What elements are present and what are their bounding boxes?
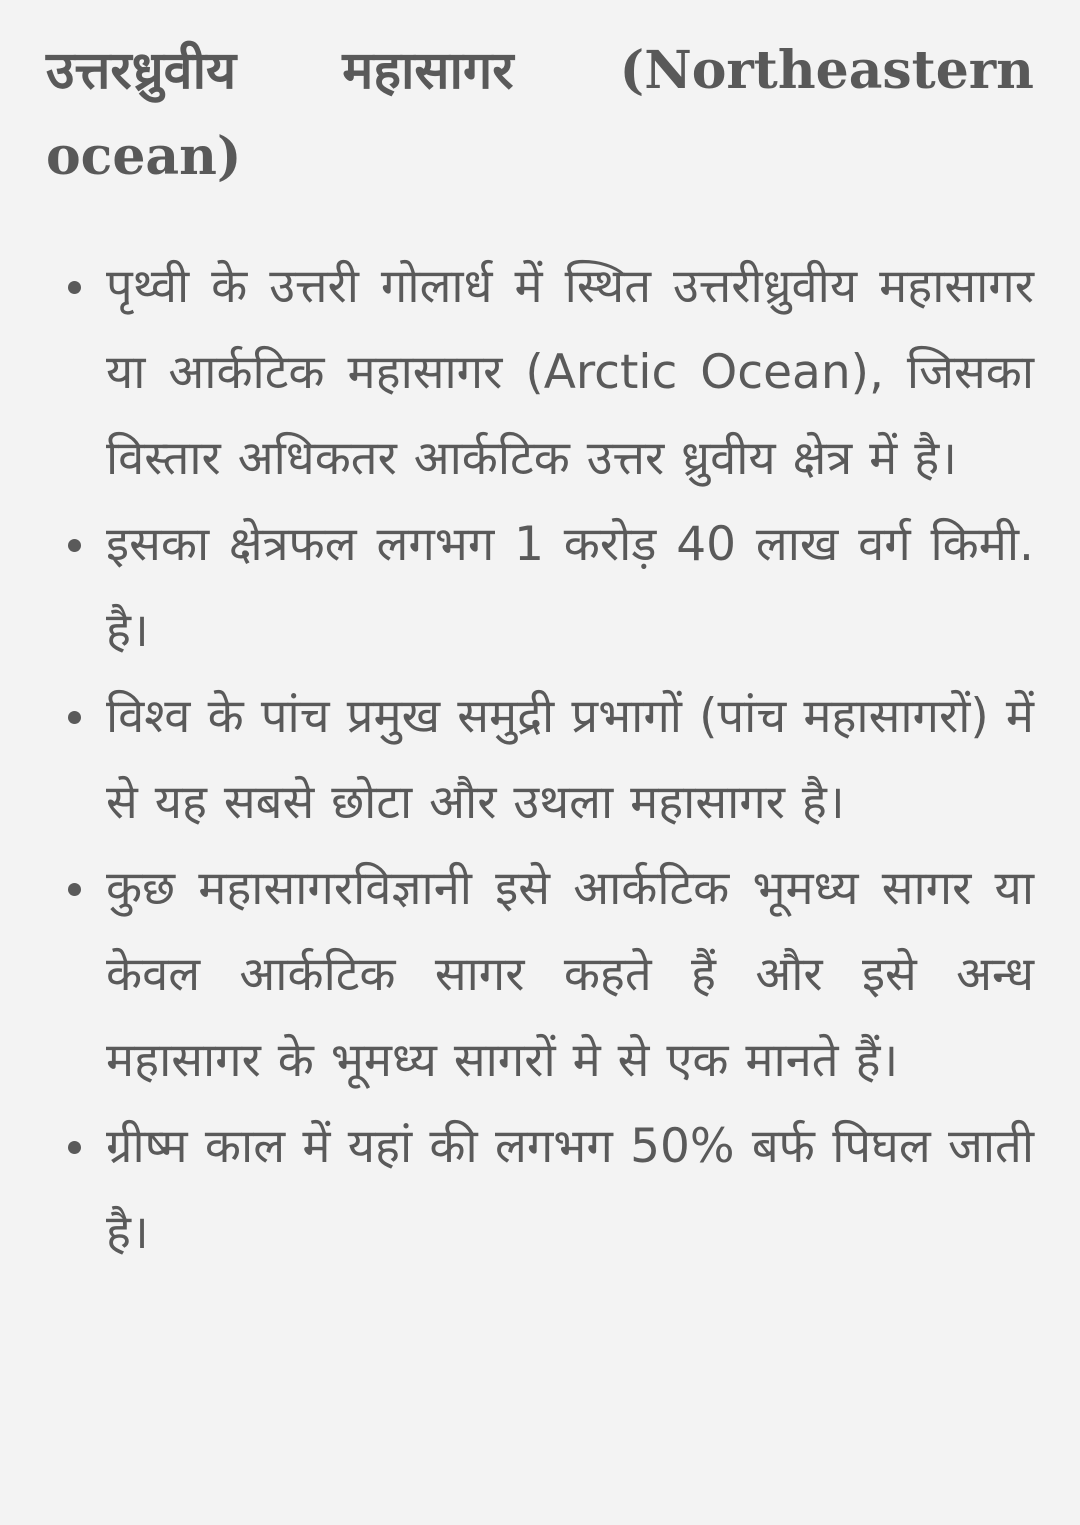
bullet-item-area-size: [46, 502, 1034, 674]
bullet-list: [46, 244, 1034, 1276]
bullet-dot-icon: [68, 1141, 81, 1154]
bullet-text: पृथ्वी के उत्तरी गोलार्ध में स्थित उत्तरीध्रुवीय महासागर या आर्कटिक महासागर (Arctic Ocean), जिसका विस्तार अधिकतर आर्कटिक उत्तर ध्रुवीय क्षेत्र में है।: [106, 259, 1034, 486]
bullet-text: इसका क्षेत्रफल लगभग 1 करोड़ 40 लाख वर्ग किमी. है।: [106, 517, 1034, 658]
bullet-dot-icon: [68, 539, 81, 552]
bullet-text: कुछ महासागरविज्ञानी इसे आर्कटिक भूमध्य सागर या केवल आर्कटिक सागर कहते हैं और इसे अन्ध महासागर के भूमध्य सागरों मे से एक मानते हैं।: [106, 861, 1034, 1088]
bullet-item-oceanographers-view: [46, 846, 1034, 1104]
bullet-dot-icon: [68, 281, 81, 294]
bullet-text: विश्व के पांच प्रमुख समुद्री प्रभागों (पांच महासागरों) में से यह सबसे छोटा और उथला महासागर है।: [106, 689, 1034, 830]
bullet-dot-icon: [68, 883, 81, 896]
bullet-text: ग्रीष्म काल में यहां की लगभग 50% बर्फ पिघल जाती है।: [106, 1119, 1034, 1260]
bullet-item-smallest-ocean: [46, 674, 1034, 846]
bullet-item-summer-melt: [46, 1104, 1034, 1276]
bullet-item-area-location: [46, 244, 1034, 502]
section-heading: उत्तरध्रुवीय महासागर (Northeastern ocean): [46, 40, 1034, 187]
bullet-dot-icon: [68, 711, 81, 724]
